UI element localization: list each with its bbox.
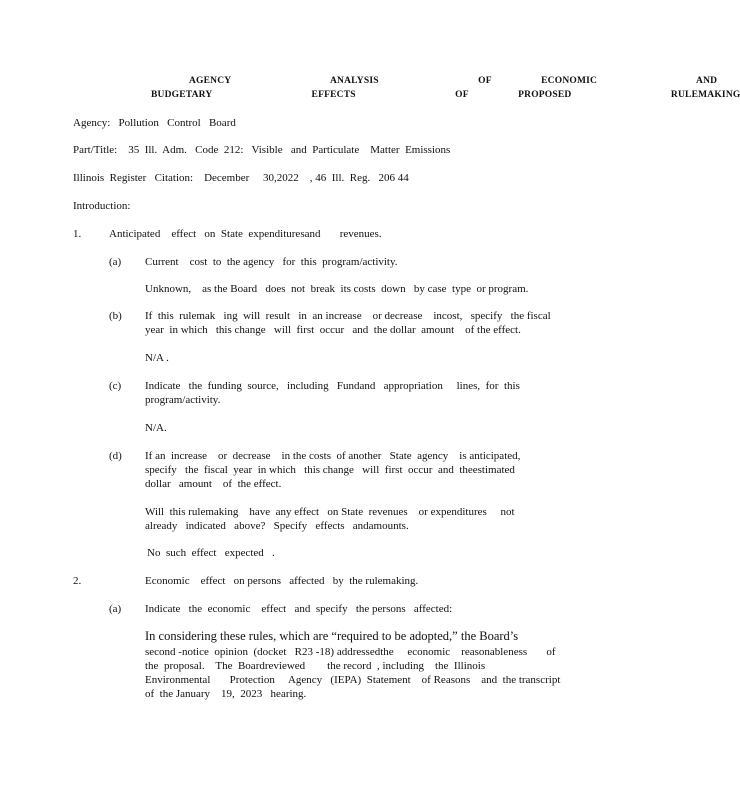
item-2a-answer-line-1: In considering these rules, which are “required to be adopted,” the Board’s: [145, 629, 519, 643]
item-1d-label: (d): [109, 450, 122, 462]
item-1d-followup-line-2: already indicated above? Specify effects andamounts.: [145, 520, 409, 532]
item-1b-answer: N/A .: [145, 352, 169, 364]
item-1d-question-line-1: If an increase or decrease in the costs of another State agency is anticipated,: [145, 450, 521, 462]
agency-line: Agency: Pollution Control Board: [73, 117, 236, 129]
part-title-line: Part/Title: 35 Ill. Adm. Code 212: Visible and Particulate Matter Emissions: [73, 144, 451, 156]
introduction-label: Introduction:: [73, 200, 131, 212]
item-1a-question: Current cost to the agency for this program/activity.: [145, 256, 398, 268]
item-2a-answer-line-5: of the January 19, 2023 hearing.: [145, 688, 307, 700]
item-1b-question-line-2: year in which this change will first occur and the dollar amount of the effect.: [145, 324, 521, 336]
item-1c-label: (c): [109, 380, 122, 392]
item-2a-answer-line-4: Environmental Protection Agency (IEPA) Statement of Reasons and the transcript: [145, 674, 561, 686]
item-2a-question: Indicate the economic effect and specify the persons affected:: [145, 603, 453, 615]
item-1d-answer: No such effect expected .: [147, 547, 275, 559]
item-1c-question-line-2: program/activity.: [145, 394, 221, 406]
section-2-heading: Economic effect on persons affected by the rulemaking.: [145, 575, 419, 587]
section-1-number: 1.: [73, 228, 82, 240]
item-1b-question-line-1: If this rulemak ing will result in an increase or decrease incost, specify the fiscal: [145, 310, 551, 322]
section-1-heading: Anticipated effect on State expendituresand revenues.: [109, 228, 382, 240]
document-title-line-1: AGENCY ANALYSIS OF ECONOMIC AND: [189, 76, 718, 86]
item-1d-question-line-2: specify the fiscal year in which this change will first occur and theestimated: [145, 464, 515, 476]
item-1c-question-line-1: Indicate the funding source, including Fundand appropriation lines, for this: [145, 380, 520, 392]
section-2-number: 2.: [73, 575, 82, 587]
item-1a-label: (a): [109, 256, 122, 268]
item-1c-answer: N/A.: [145, 422, 167, 434]
item-1b-label: (b): [109, 310, 122, 322]
register-citation-line: Illinois Register Citation: December 30,2022 , 46 Ill. Reg. 206 44: [73, 172, 409, 184]
item-1d-followup-line-1: Will this rulemaking have any effect on State revenues or expenditures not: [145, 506, 515, 518]
item-2a-answer-line-2: second -notice opinion (docket R23 -18) addressedthe economic reasonableness of: [145, 646, 556, 658]
item-1a-answer: Unknown, as the Board does not break its costs down by case type or program.: [145, 283, 529, 295]
item-2a-answer-line-3: the proposal. The Boardreviewed the record , including the Illinois: [145, 660, 486, 672]
item-2a-label: (a): [109, 603, 122, 615]
item-1d-question-line-3: dollar amount of the effect.: [145, 478, 282, 490]
document-title-line-2: BUDGETARY EFFECTS OF PROPOSED RULEMAKING: [151, 90, 740, 100]
